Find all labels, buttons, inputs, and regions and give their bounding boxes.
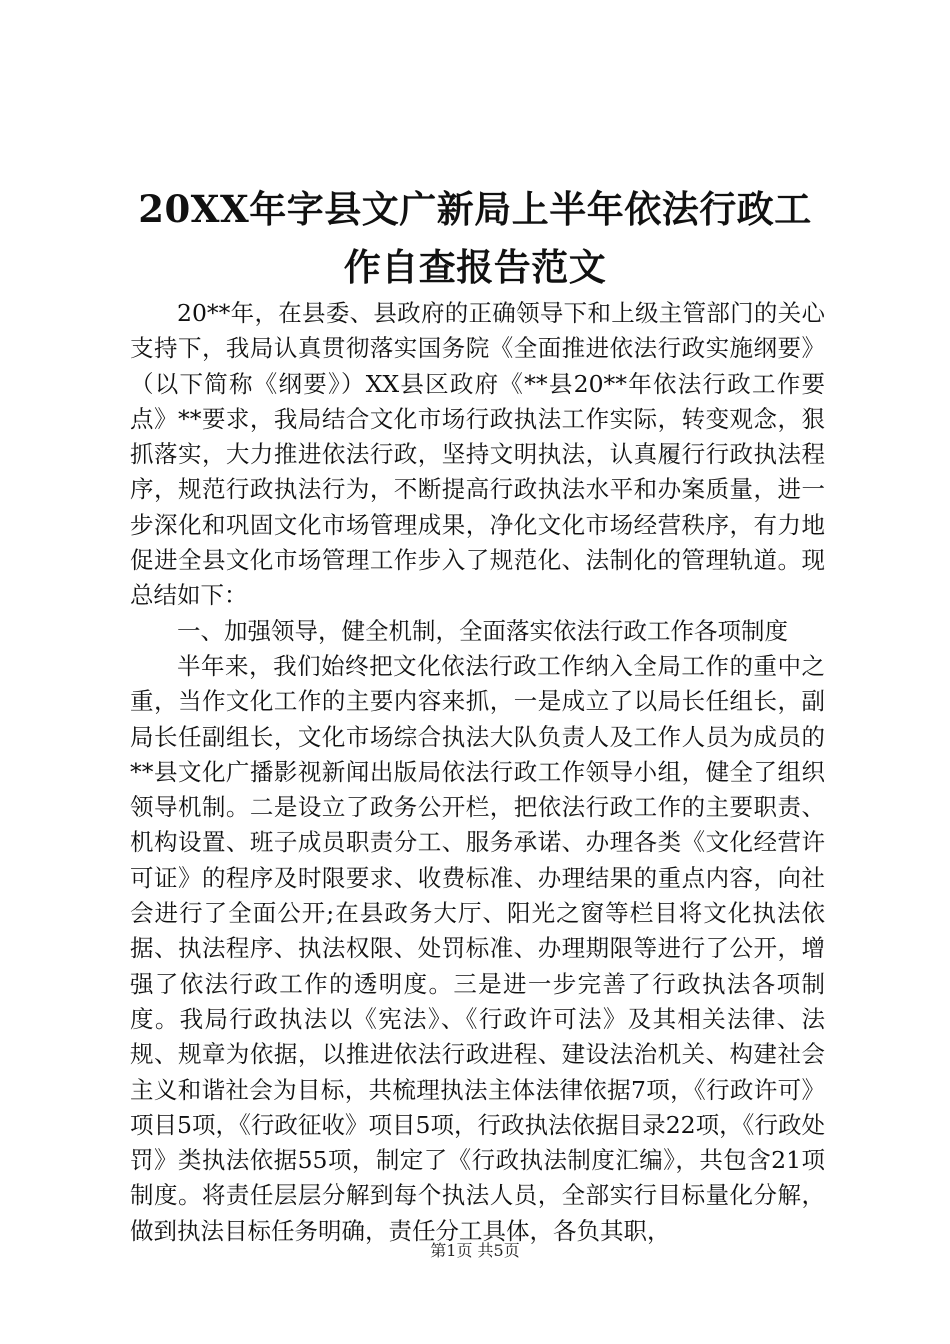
page-number: 第1页 共5页 — [430, 1241, 520, 1260]
page-footer — [0, 1241, 950, 1261]
paragraph-intro: 20**年，在县委、县政府的正确领导下和上级主管部门的关心支持下，我局认真贯彻落实国务院《全面推进依法行政实施纲要》（以下简称《纲要》）XX县区政府《**县20**年依法行政工作要点》**要求，我局结合文化市场行政执法工作实际，转变观念，狠抓落实，大力推进依法行政，坚持文明执法，认真履行行政执法程序，规范行政执法行为，不断提高行政执法水平和办案质量，进一步深化和巩固文化市场管理成果，净化文化市场经营秩序，有力地促进全县文化市场管理工作步入了规范化、法制化的管理轨道。现总结如下： — [130, 299, 825, 610]
paragraph-section-1: 半年来，我们始终把文化依法行政工作纳入全局工作的重中之重，当作文化工作的主要内容来抓，一是成立了以局长任组长，副局长任副组长，文化市场综合执法大队负责人及工作人员为成员的**县文化广播影视新闻出版局依法行政工作领导小组，健全了组织领导机制。二是设立了政务公开栏，把依法行政工作的主要职责、机构设置、班子成员职责分工、服务承诺、办理各类《文化经营许可证》的程序及时限要求、收费标准、办理结果的重点内容，向社会进行了全面公开;在县政务大厅、阳光之窗等栏目将文化执法依据、执法程序、执法权限、处罚标准、办理期限等进行了公开，增强了依法行政工作的透明度。三是进一步完善了行政执法各项制度。我局行政执法以《宪法》、《行政许可法》及其相关法律、法规、规章为依据，以推进依法行政进程、建设法治机关、构建社会主义和谐社会为目标，共梳理执法主体法律依据7项，《行政许可》项目5项，《行政征收》项目5项，行政执法依据目录22项，《行政处罚》类执法依据55项，制定了《行政执法制度汇编》，共包含21项制度。将责任层层分解到每个执法人员，全部实行目标量化分解，做到执法目标任务明确，责任分工具体，各负其职， — [130, 651, 825, 1245]
section-heading-1: 一、加强领导，健全机制，全面落实依法行政工作各项制度 — [177, 616, 788, 645]
document-body — [130, 296, 825, 1249]
document-title: 20XX年字县文广新局上半年依法行政工作自查报告范文 — [138, 187, 812, 289]
